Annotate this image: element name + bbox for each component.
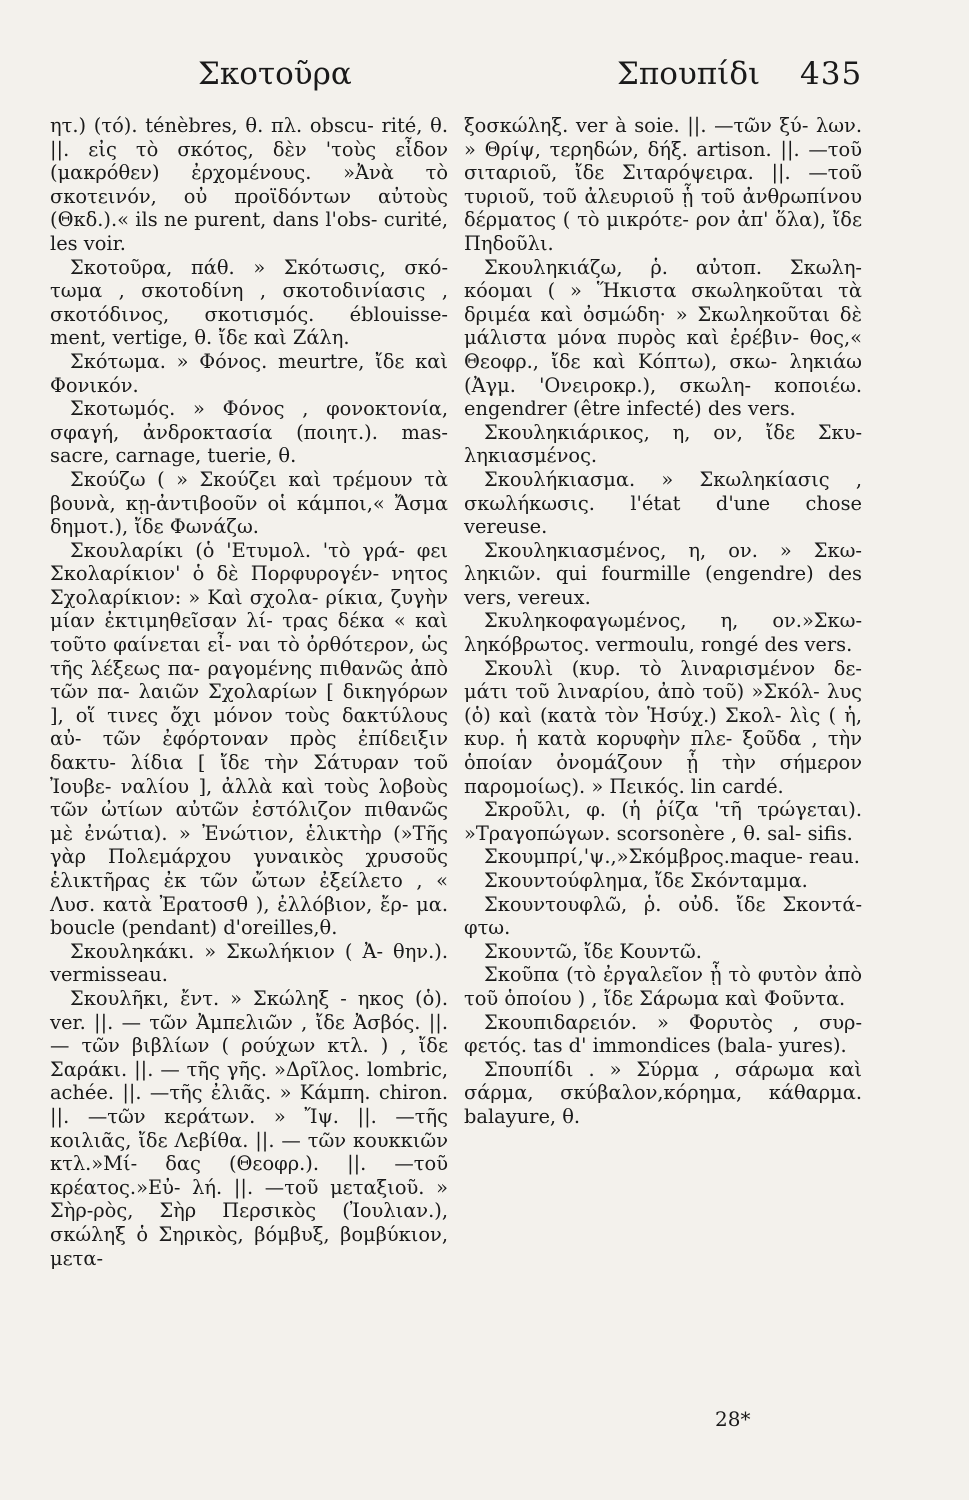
entry-paragraph: Σκροῦλι, φ. (ἡ ῥίζα 'τῆ τρώγεται). »Τραγοπώγων. scorsonère , θ. sal- sifis. [464,798,862,845]
entry-paragraph: Σκοτωμός. » Φόνος , φονοκτονία, σφαγή, ἀνδροκτασία (ποιητ.). mas- sacre, carnage, tuerie, θ. [50,397,448,468]
entry-paragraph: ξοσκώληξ. ver à soie. ||. —τῶν ξύ- λων. » Θρίψ, τερηδών, δήξ. artison. ||. —τοῦ σιταριοῦ, ἴδε Σιταρόψειρα. ||. —τοῦ τυριοῦ, τοῦ ἀλευριοῦ ᾗ τοῦ ἀνθρωπίνου δέρματος ( τὸ μικρότε- ρον ἀπ' ὅλα), ἴδε Πηδοῦλι. [464,114,862,255]
entry-paragraph: Σκότωμα. » Φόνος. meurtre, ἴδε καὶ Φονικόν. [50,349,448,397]
entry-paragraph: Σκουληκάκι. » Σκωλήκιον ( Ἀ- θην.). vermisseau. [50,939,448,987]
left-column [50,114,448,1270]
signature-mark: 28* [715,1407,751,1431]
right-column [464,114,862,1129]
entry-paragraph: Σκουλήκιασμα. » Σκωληκίασις , σκωλήκωσις. l'état d'une chose vereuse. [464,467,862,539]
entry-paragraph: Σκουλὶ (κυρ. τὸ λιναρισμένον δε- μάτι τοῦ λιναρίου, ἀπὸ τοῦ) »Σκόλ- λυς (ὁ) καὶ (κατὰ τὸν Ἡσύχ.) Σκολ- λὶς ( ἡ, κυρ. ἡ κατὰ κορυφὴν πλε- ξοῦδα , τὴν ὁποίαν ὀνομάζουν ᾗ τὴν σήμερον παρομοίως). » Πεικός. lin cardé. [464,656,862,798]
page-number: 435 [800,56,863,92]
entry-paragraph: ητ.) (τό). ténèbres, θ. πλ. obscu- rité, θ. ||. εἰς τὸ σκότος, δὲν 'τοὺς εἶδον (μακρόθεν) ἐρχομένους. »Ἀνὰ τὸ σκοτεινόν, οὐ προϊδόντων αὐτοὺς (Θκδ.).« ils ne purent, dans l'obs- curité, les voir. [50,114,448,255]
entry-paragraph: Σκουλῆκι, ἔντ. » Σκώληξ - ηκος (ὁ). ver. ||. — τῶν Ἀμπελιῶν , ἴδε Ἀσβός. ||. — τῶν βιβλίων ( ρούχων κτλ. ) , ἴδε Σαράκι. ||. — τῆς γῆς. »Δρῖλος. lombric, achée. ||. —τῆς ἐλιᾶς. » Κάμπη. chiron. ||. —τῶν κεράτων. » Ἴψ. ||. —τῆς κοιλιᾶς, ἴδε Λεβίθα. ||. — τῶν κουκκιῶν κτλ.»Μί- δας (Θεοφρ.). ||. —τοῦ κρέατος.»Εὐ- λή. ||. —τοῦ μεταξιοῦ. » Σὴρ-ρὸς, Σὴρ Περσικὸς (Ἰουλιαν.), σκώληξ ὁ Σηρικὸς, βόμβυξ, βομβύκιον, μετα- [50,986,448,1270]
entry-paragraph: Σκουμπρί,'ψ.,»Σκόμβρος.maque- reau. [484,845,860,869]
entry-paragraph: Σκουληκιάζω, ῥ. αὐτοπ. Σκωλη- κόομαι ( » Ἥκιστα σκωληκοῦται τὰ δριμέα καὶ ὀσμώδη· » Σκωληκοῦται δὲ μάλιστα μόνα πυρὸς καὶ ἐρέβιν- θος,« Θεοφρ., ἴδε καὶ Κόπτω), σκω- ληκιάω (Ἀγμ. 'Ονειροκρ.), σκωλη- κοποιέω. engendrer (être infecté) des vers. [464,255,862,421]
entry-paragraph: Σκυληκοφαγωμένος, η, ον.»Σκω- ληκόβρωτος. vermoulu, rongé des vers. [464,609,862,657]
header-first-word: Σκοτοῦρα [198,56,352,92]
entry-paragraph: Σκουληκιάρικος, η, ον, ἴδε Σκυ- ληκιασμένος. [464,420,862,468]
header-last-word: Σπουπίδι [617,56,761,92]
entry-paragraph: Σκουντούφλημα, ἴδε Σκόνταμμα. [484,869,808,892]
entry-paragraph: Σκοτοῦρα, πάθ. » Σκότωσις, σκό- τωμα , σκοτοδίνη , σκοτοδινίασις , σκοτόδινος, σκοτισμός. éblouisse- ment, vertige, θ. ἴδε καὶ Ζάλη. [50,255,448,350]
entry-paragraph: Σκουπιδαρειόν. » Φορυτὸς , συρ- φετός. tas d' immondices (bala- yures). [464,1010,862,1058]
running-header [0,56,969,106]
entry-paragraph: Σκουληκιασμένος, η, ον. » Σκω- ληκιῶν. qui fourmille (engendre) des vers, vereux. [464,538,862,609]
entry-paragraph: Σπουπίδι . » Σύρμα , σάρωμα καὶ σάρμα, σκύβαλον,κόρημα, κάθαρμα. balayure, θ. [464,1057,862,1128]
entry-paragraph: Σκοῦπα (τὸ ἐργαλεῖον ᾗ τὸ φυτὸν ἀπὸ τοῦ ὁποίου ) , ἴδε Σάρωμα καὶ Φοῦντα. [464,963,862,1010]
entry-paragraph: Σκουντουφλῶ, ῥ. οὐδ. ἴδε Σκοντά- φτω. [464,892,862,940]
entry-paragraph: Σκουντῶ, ἴδε Κουντῶ. [484,939,702,963]
entry-paragraph: Σκουλαρίκι (ὁ 'Ετυμολ. 'τὸ γρά- φει Σκολαρίκιον' ὁ δὲ Πορφυρογέν- νητος Σχολαρίκιον: » Καὶ σχολα- ρίκια, ζυγὴν μίαν ἐκτιμηθεῖσαν λί- τρας δέκα « καὶ τοῦτο φαίνεται εἶ- ναι τὸ ὀρθότερον, ὡς τῆς λέξεως πα- ραγομένης πιθανῶς ἀπὸ τῶν πα- λαιῶν Σχολαρίων [ δικηγόρων ], οἵ τινες ὄχι μόνον τοὺς δακτύλους αὐ- τῶν ἐφόρτοναν πρὸς ἐπίδειξιν δακτυ- λίδια [ ἴδε τὴν Σάτυραν τοῦ Ἰουβε- ναλίου ], ἀλλὰ καὶ τοὺς λοβοὺς τῶν ὠτίων αὐτῶν ἐστόλιζον πιθανῶς μὲ ἐνώτια). » Ἐνώτιον, ἑλικτὴρ (»Τῆς γὰρ Πολεμάρχου γυναικὸς χρυσοῦς ἑλικτῆρας ἐκ τῶν ὤτων ἐξείλετο , « Λυσ. κατὰ Ἐρατοσθ ), ἐλλόβιον, ἔρ- μα. boucle (pendant) d'oreilles,θ. [50,538,448,940]
entry-paragraph: Σκούζω ( » Σκούζει καὶ τρέμουν τὰ βουνὰ, κῃ-ἀντιβοοῦν οἱ κάμποι,« Ἄσμα δημοτ.), ἴδε Φωνάζω. [50,467,448,539]
